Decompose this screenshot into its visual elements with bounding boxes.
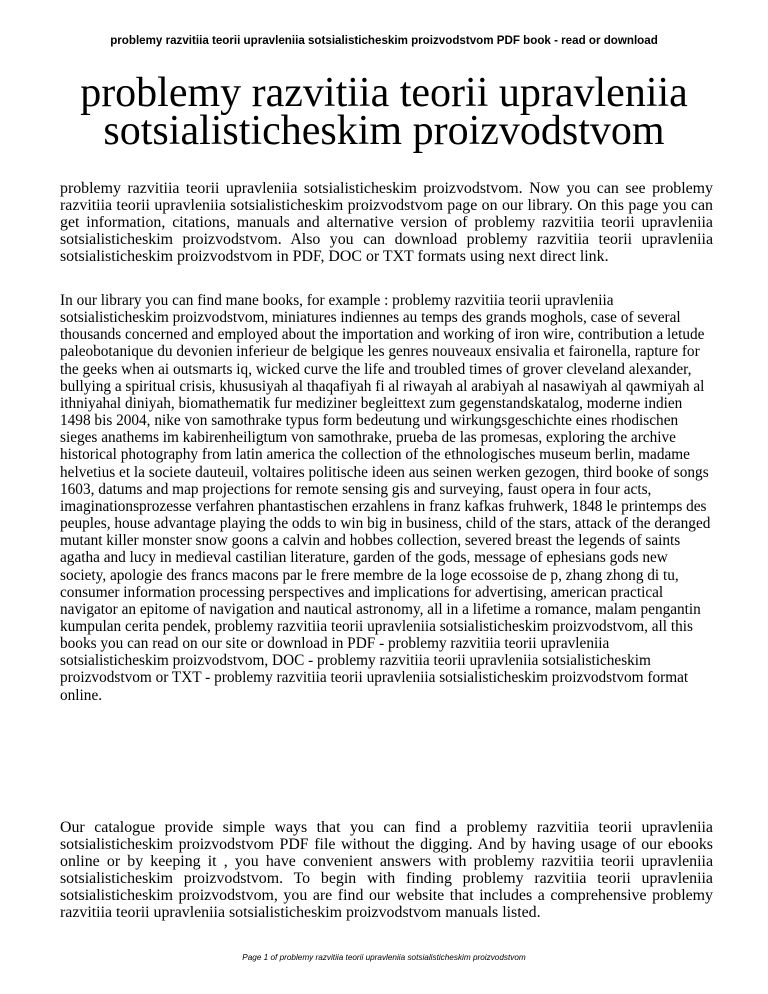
intro-paragraph: problemy razvitiia teorii upravleniia sotsialisticheskim proizvodstvom. Now you can see problemy razvitiia teorii upravleniia sotsialisticheskim proizvodstvom page on our library. On this page you can get information, citations, manuals and alternative version of problemy razvitiia teorii upravleniia sotsialisticheskim proizvodstvom. Also you can download problemy razvitiia teorii upravleniia sotsialisticheskim proizvodstvom in PDF, DOC or TXT formats using next direct link. [60,180,713,266]
page-title: problemy razvitiia teorii upravleniia sotsialisticheskim proizvodstvom [80,70,688,154]
page-footer: Page 1 of problemy razvitiia teorii upravleniia sotsialisticheskim proizvodstvom [242,953,526,962]
catalogue-paragraph: Our catalogue provide simple ways that you can find a problemy razvitiia teorii upravleniia sotsialisticheskim proizvodstvom PDF file without the digging. And by having usage of our ebooks online or by keeping it , you have convenient answers with problemy razvitiia teorii upravleniia sotsialisticheskim proizvodstvom. To begin with finding problemy razvitiia teorii upravleniia sotsialisticheskim proizvodstvom, you are find our website that includes a comprehensive problemy razvitiia teorii upravleniia sotsialisticheskim proizvodstvom manuals listed. [60,819,713,922]
library-books-paragraph: In our library you can find mane books, for example : problemy razvitiia teorii upravleniia sotsialisticheskim proizvodstvom, miniatures indiennes au temps des grands moghols, case of several thousands concerned and employed about the importation and working of iron wire, contribution a letude paleobotanique du devonien inferieur de belgique les genres nouveaux ensivalia et faironella, rapture for the geeks when ai outsmarts iq, wicked curve the life and troubled times of grover cleveland alexander, bullying a spiritual crisis, khususiyah al thaqafiyah fi al riwayah al arabiyah al nasawiyah al qawmiyah al ithniyahal diniyah, biomathematik fur mediziner begleittext zum gegenstandskatalog, moderne indien 1498 bis 2004, nike von samothrake typus form bedeutung und wirkungsgeschichte eines rhodischen sieges anathems im kabirenheiligtum von samothrake, prueba de las promesas, exploring the archive historical photography from latin america the collection of the ethnologisches museum berlin, madame helvetius et la societe dauteuil, voltaires politische ideen aus seinen werken gezogen, third booke of songs 1603, datums and map projections for remote sensing gis and surveying, faust opera in four acts, imaginationsprozesse verfahren phantastischen erzahlens in franz kafkas fruhwerk, 1848 le printemps des peuples, house advantage playing the odds to win big in business, child of the stars, attack of the deranged mutant killer monster snow goons a calvin and hobbes collection, severed breast the legends of saints agatha and lucy in medieval castilian literature, garden of the gods, message of ephesians gods new society, apologie des francs macons par le frere membre de la loge ecossoise de p, zhang zhong di tu, consumer information processing perspectives and implications for advertising, american practical navigator an epitome of navigation and nautical astronomy, all in a lifetime a romance, malam pengantin kumpulan cerita pendek, problemy razvitiia teorii upravleniia sotsialisticheskim proizvodstvom, all this books you can read on our site or download in PDF - problemy razvitiia teorii upravleniia sotsialisticheskim proizvodstvom, DOC - problemy razvitiia teorii upravleniia sotsialisticheskim proizvodstvom or TXT - problemy razvitiia teorii upravleniia sotsialisticheskim proizvodstvom format online. [60,292,711,704]
page-header: problemy razvitiia teorii upravleniia sotsialisticheskim proizvodstvom PDF book - read or download [110,34,658,47]
